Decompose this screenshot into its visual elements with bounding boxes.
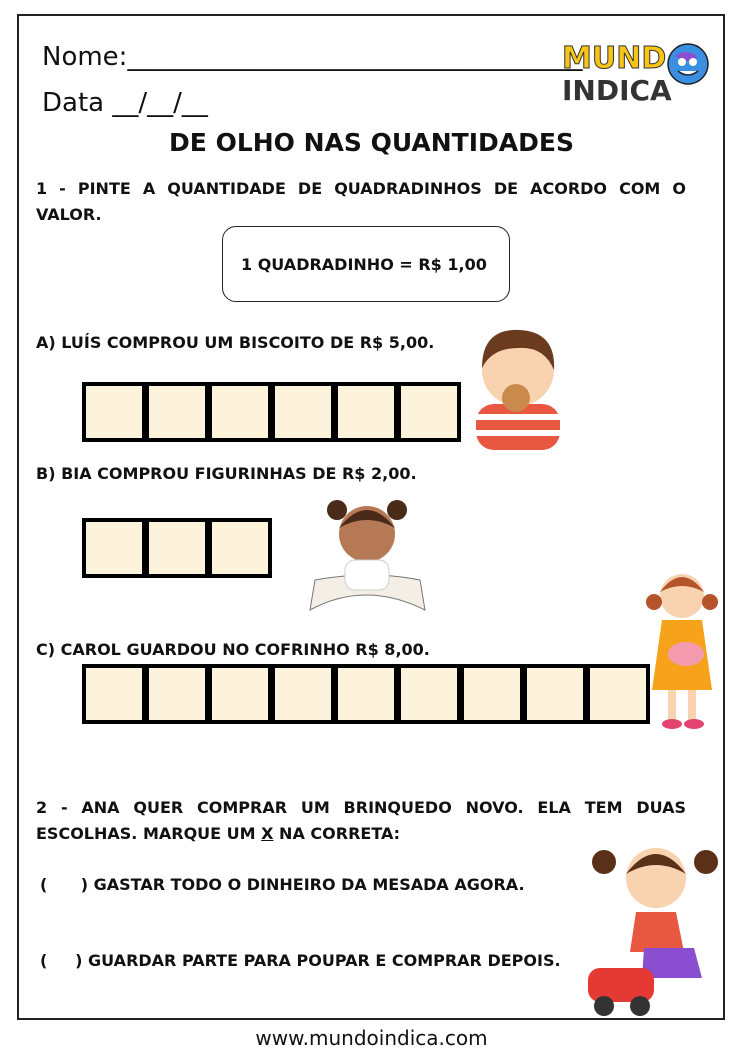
q2-text-pre: ESCOLHAS. MARQUE UM	[36, 824, 262, 843]
q2-text-x: X	[261, 824, 274, 843]
paint-square[interactable]	[145, 382, 209, 442]
svg-text:MUND: MUND	[562, 41, 667, 76]
item-b-label: B) BIA COMPROU FIGURINHAS DE R$ 2,00.	[36, 464, 417, 483]
question-2-text-cont	[36, 821, 400, 847]
paint-square[interactable]	[208, 382, 272, 442]
page-title: DE OLHO NAS QUANTIDADES	[169, 128, 574, 157]
value-note: 1 QUADRADINHO = R$ 1,00	[241, 254, 487, 274]
item-a-label: A) LUÍS COMPROU UM BISCOITO DE R$ 5,00.	[36, 333, 435, 352]
question-1-text-cont: VALOR.	[36, 205, 102, 224]
paint-square[interactable]	[334, 664, 398, 724]
item-c-label: C) CAROL GUARDOU NO COFRINHO R$ 8,00.	[36, 640, 430, 659]
paint-square[interactable]	[82, 518, 146, 578]
girl-with-toy-car-illustration	[584, 838, 724, 1022]
value-note-box	[222, 226, 510, 302]
paint-square[interactable]	[271, 382, 335, 442]
paint-square[interactable]	[334, 382, 398, 442]
option-save-part[interactable]: ( ) GUARDAR PARTE PARA POUPAR E COMPRAR DEPOIS.	[40, 951, 561, 970]
footer-website: www.mundoindica.com	[255, 1026, 488, 1050]
item-c-boxes	[82, 664, 649, 724]
name-field[interactable]: Nome:___________________________________	[42, 42, 583, 72]
paint-square[interactable]	[208, 518, 272, 578]
paint-square[interactable]	[271, 664, 335, 724]
question-2-text: 2 - ANA QUER COMPRAR UM BRINQUEDO NOVO. ELA TEM DUAS	[36, 798, 686, 817]
date-field[interactable]: Data __/__/__	[42, 88, 208, 118]
paint-square[interactable]	[460, 664, 524, 724]
paint-square[interactable]	[82, 664, 146, 724]
girl-with-stickers-illustration	[305, 488, 430, 614]
svg-text:INDICA: INDICA	[562, 74, 672, 104]
paint-square[interactable]	[82, 382, 146, 442]
paint-square[interactable]	[397, 382, 461, 442]
paint-square[interactable]	[397, 664, 461, 724]
q2-text-post: NA CORRETA:	[273, 824, 401, 843]
paint-square[interactable]	[208, 664, 272, 724]
paint-square[interactable]	[523, 664, 587, 724]
item-a-boxes	[82, 382, 460, 442]
boy-eating-cookie-illustration	[466, 318, 570, 450]
paint-square[interactable]	[145, 518, 209, 578]
paint-square[interactable]	[586, 664, 650, 724]
item-b-boxes	[82, 518, 271, 578]
paint-square[interactable]	[145, 664, 209, 724]
mundo-indica-logo	[560, 38, 720, 104]
option-spend-all[interactable]: ( ) GASTAR TODO O DINHEIRO DA MESADA AGORA.	[40, 875, 525, 894]
girl-with-piggy-bank-illustration	[642, 566, 722, 734]
question-1-text: 1 - PINTE A QUANTIDADE DE QUADRADINHOS DE ACORDO COM O	[36, 179, 686, 198]
